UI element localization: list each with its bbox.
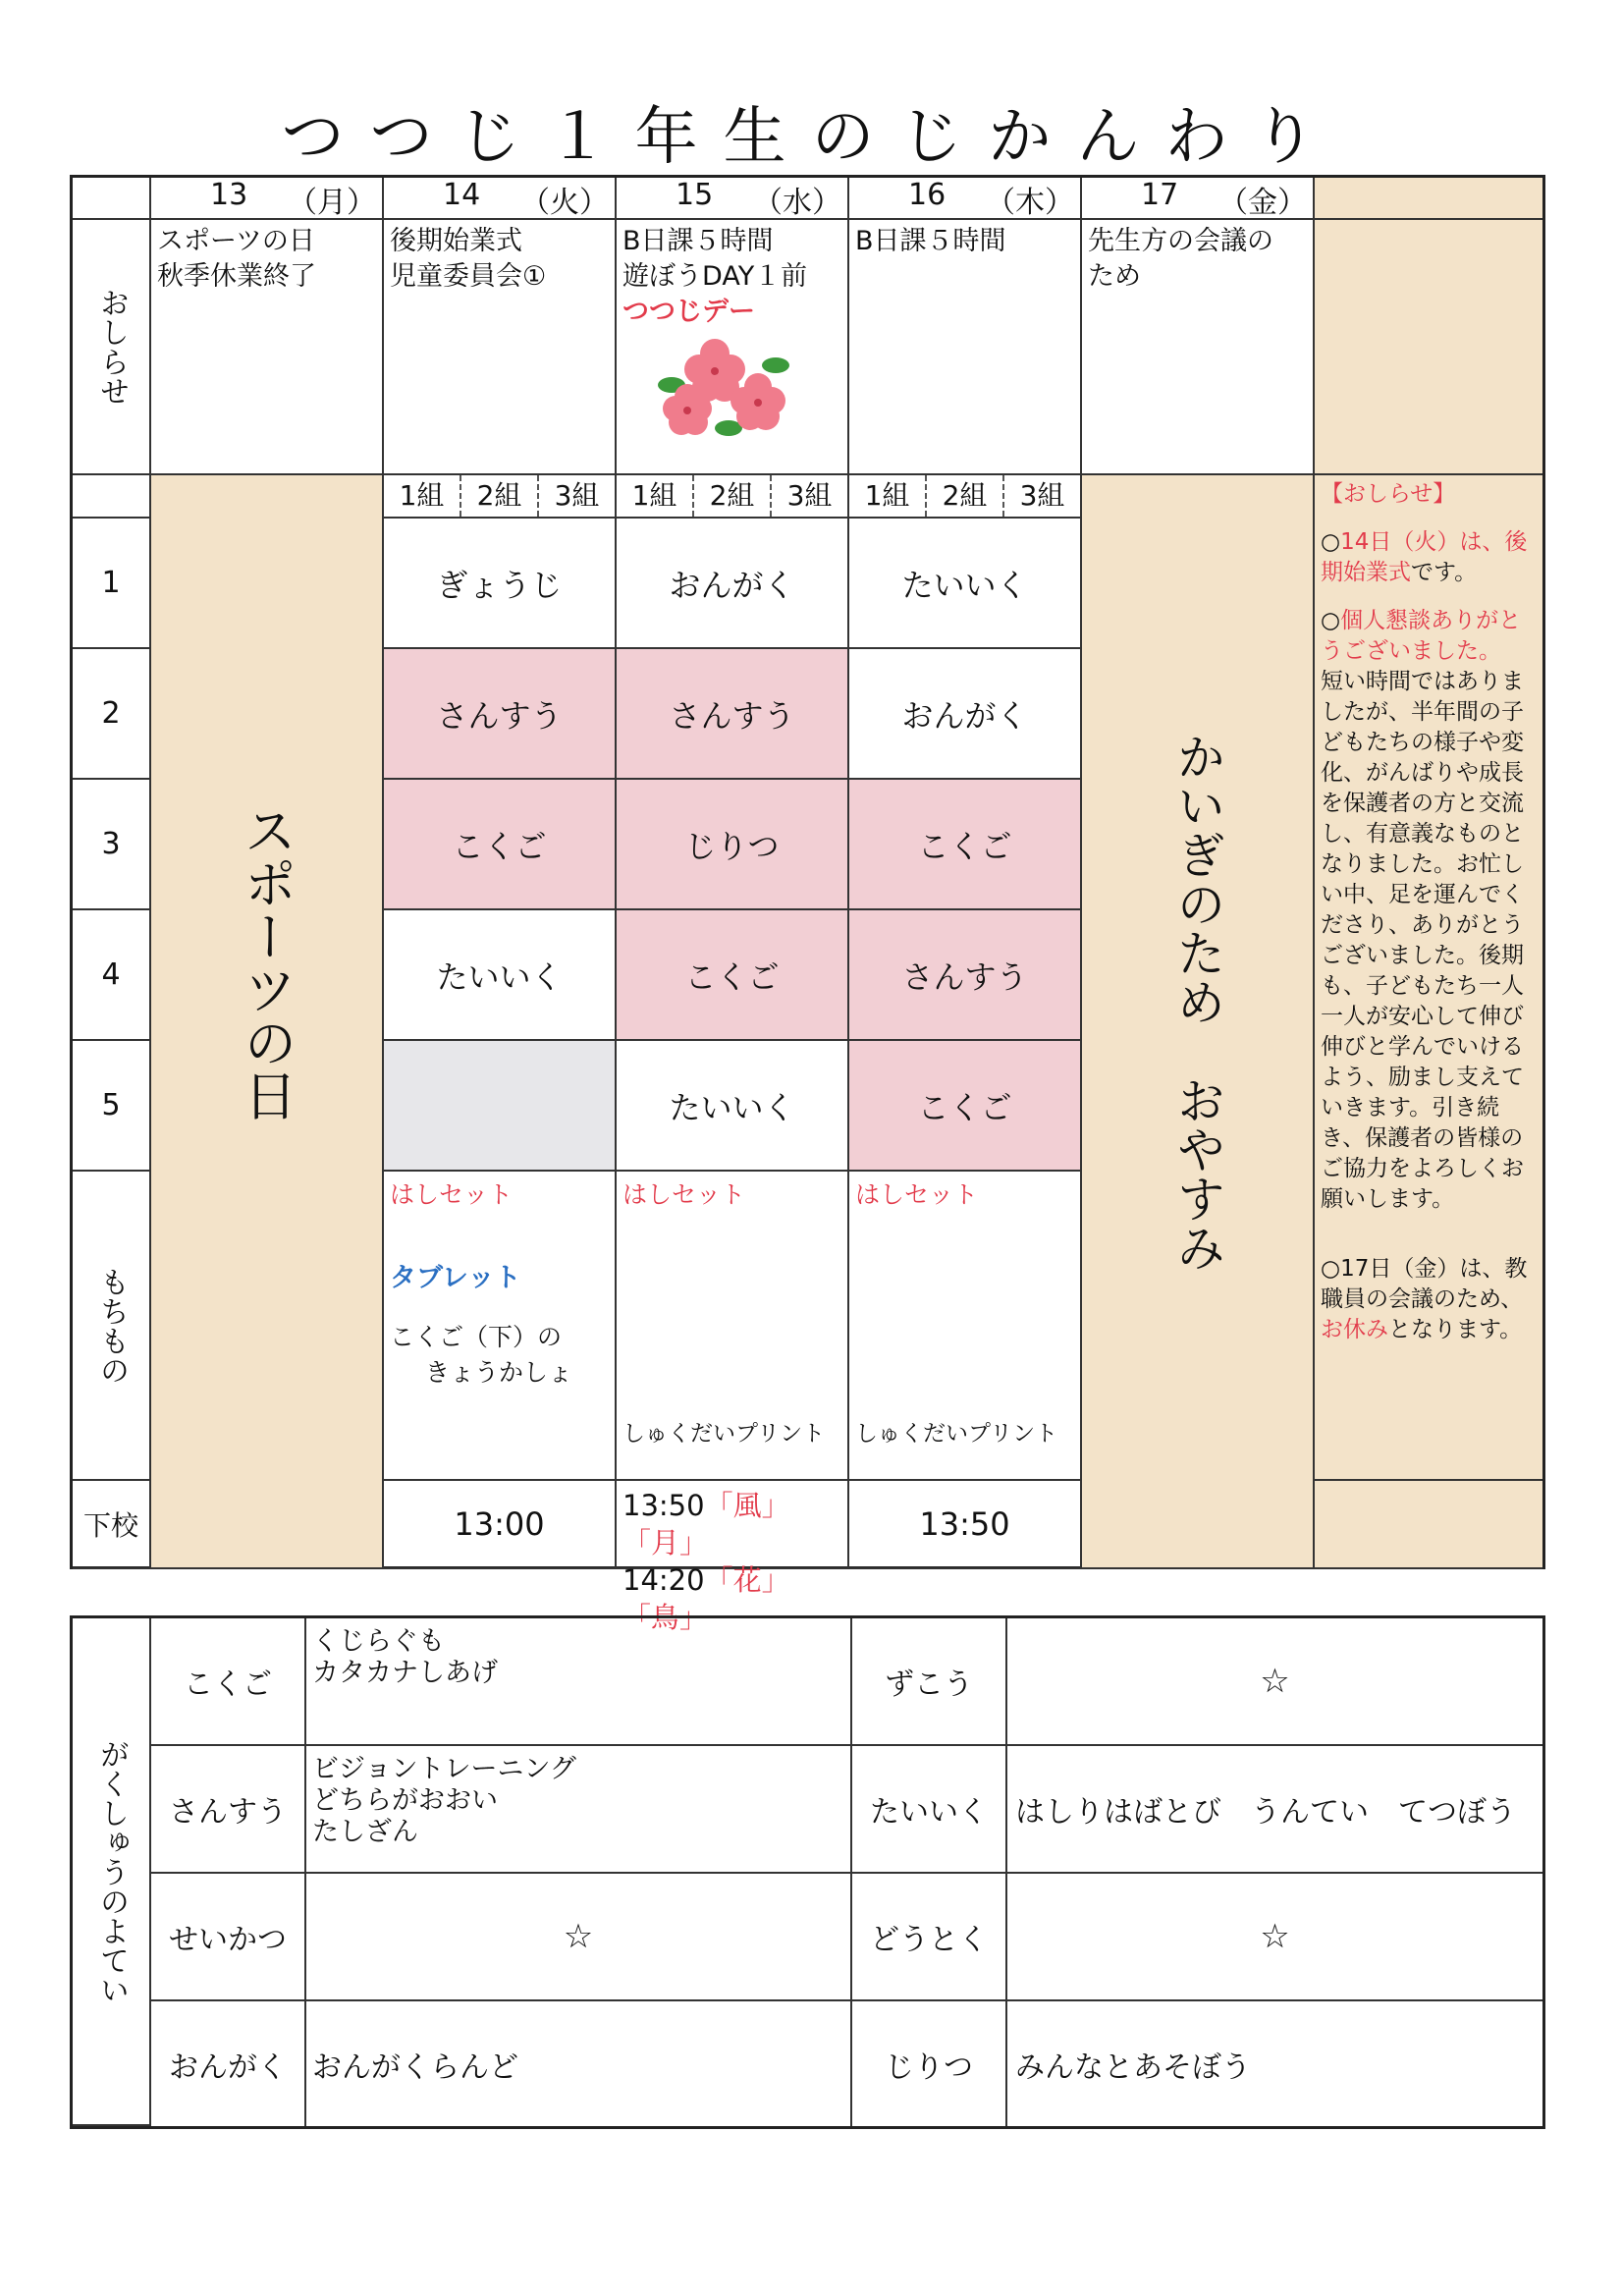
study-subject-left: おんがく <box>151 2001 306 2126</box>
groups-15 <box>617 475 849 519</box>
side-note-1 <box>1321 527 1537 588</box>
period-label-1: 1 <box>73 519 151 649</box>
note-highlight: 個人懇談ありがとうございました。 <box>1321 608 1522 664</box>
dismissal-groups: 「風」「月」 <box>622 1489 790 1559</box>
day-weekday: （木） <box>986 186 1074 220</box>
notice-line: スポーツの日 <box>157 226 315 256</box>
note-text: です。 <box>1411 560 1478 585</box>
day-header-13 <box>151 178 384 220</box>
notice-16 <box>849 220 1082 475</box>
dismissal-16: 13:50 <box>849 1481 1082 1569</box>
azalea-flowers-icon <box>654 326 801 444</box>
notice-line: 遊ぼうDAY１前 <box>622 261 808 292</box>
note-highlight: 14日（火）は、後期始業式 <box>1321 529 1528 585</box>
study-content-left: ☆ <box>306 1874 852 2001</box>
subject-cell: たいいく <box>849 519 1082 649</box>
day-weekday: （水） <box>753 186 841 220</box>
day17-holiday-block <box>1082 475 1315 1569</box>
day-date: 13 <box>210 178 248 212</box>
notice-line: 秋季休業終了 <box>157 261 316 292</box>
item-homework: しゅくだいプリント <box>622 1421 826 1447</box>
day-header-17 <box>1082 178 1315 220</box>
study-subject-right: じりつ <box>852 2001 1007 2126</box>
group-row-corner <box>73 475 151 519</box>
mochimono-14 <box>384 1172 617 1481</box>
dismissal-groups: 「花」「鳥」 <box>622 1563 790 1634</box>
side-note-3 <box>1321 1254 1537 1345</box>
day-date: 17 <box>1141 178 1179 212</box>
notice-15 <box>617 220 849 475</box>
timetable <box>70 175 1545 1634</box>
item-chopsticks: はしセット <box>390 1180 514 1209</box>
subject-cell: さんすう <box>849 910 1082 1041</box>
groups-14 <box>384 475 617 519</box>
day-weekday: （火） <box>520 186 609 220</box>
study-content-right: みんなとあそぼう <box>1015 2050 1251 2085</box>
notice-14 <box>384 220 617 475</box>
page-title: つつじ１年生のじかんわり <box>281 101 1342 174</box>
subject-cell: じりつ <box>617 780 849 910</box>
subject-cell: おんがく <box>617 519 849 649</box>
side-notes <box>1315 475 1542 1481</box>
study-content-right: ☆ <box>1007 1874 1542 2001</box>
day-date: 15 <box>676 178 714 212</box>
period-label-5: 5 <box>73 1041 151 1172</box>
side-notice-blank <box>1315 220 1542 475</box>
notice-line: 後期始業式 <box>390 226 522 256</box>
notice-line: 児童委員会① <box>390 261 547 292</box>
study-content-right: ☆ <box>1007 1618 1542 1746</box>
dismissal-14: 13:00 <box>384 1481 617 1569</box>
subject-cell: こくご <box>617 910 849 1041</box>
day-date: 14 <box>443 178 481 212</box>
notice-line: B日課５時間 <box>855 226 1006 256</box>
study-subject-right: どうとく <box>852 1874 1007 2001</box>
bullet: ○ <box>1321 529 1341 555</box>
item-homework: しゅくだいプリント <box>855 1421 1058 1447</box>
day-header-15 <box>617 178 849 220</box>
period-label-3: 3 <box>73 780 151 910</box>
subject-cell: たいいく <box>617 1041 849 1172</box>
study-plan-table <box>70 1615 1545 2129</box>
group-label: 2組 <box>461 475 539 517</box>
subject-cell: たいいく <box>384 910 617 1041</box>
side-header <box>1315 178 1542 220</box>
day-weekday: （金） <box>1218 186 1307 220</box>
note-text: ○17日（金）は、教職員の会議のため、 <box>1321 1256 1528 1312</box>
study-plan-label: がくしゅうのよてい <box>73 1618 151 2126</box>
study-content-left: くじらぐも カタカナしあげ <box>306 1618 852 1746</box>
group-label: 2組 <box>927 475 1004 517</box>
notice-line: 先生方の会議の <box>1088 226 1273 256</box>
subject-cell: おんがく <box>849 649 1082 780</box>
row-label-oshirase: おしらせ <box>73 220 151 475</box>
group-label: 1組 <box>384 475 461 517</box>
day-date: 16 <box>908 178 947 212</box>
study-subject-left: さんすう <box>151 1746 306 1874</box>
study-subject-left: せいかつ <box>151 1874 306 2001</box>
notice-13 <box>151 220 384 475</box>
study-content-left: ビジョントレーニング どちらがおおい たしざん <box>306 1746 852 1874</box>
group-label: 1組 <box>617 475 694 517</box>
row-label-mochimono: もちもの <box>73 1172 151 1481</box>
sports-day-label: スポーツの日 <box>236 803 298 1121</box>
bullet: ○ <box>1321 608 1341 633</box>
dismissal-time: 14:20 <box>622 1563 705 1597</box>
item-chopsticks: はしセット <box>622 1180 746 1209</box>
group-label: 2組 <box>694 475 772 517</box>
item-textbook-line: こくご（下）の <box>390 1323 563 1351</box>
notice-line: B日課５時間 <box>622 226 774 256</box>
item-textbook-line: きょうかしょ <box>425 1358 573 1387</box>
study-subject-right: たいいく <box>852 1746 1007 1874</box>
group-label: 3組 <box>554 479 600 512</box>
note-text: となります。 <box>1388 1317 1523 1342</box>
study-subject-right: ずこう <box>852 1618 1007 1746</box>
day13-sports-day-block <box>151 475 384 1569</box>
study-content-right: はしりはばとび うんてい てつぼう <box>1007 1746 1542 1874</box>
period-label-4: 4 <box>73 910 151 1041</box>
tsutsuji-day-label: つつじデー <box>622 297 755 327</box>
day-header-14 <box>384 178 617 220</box>
corner-cell <box>73 178 151 220</box>
dismissal-15 <box>617 1481 849 1634</box>
subject-cell: こくご <box>849 780 1082 910</box>
period-label-2: 2 <box>73 649 151 780</box>
subject-cell: さんすう <box>617 649 849 780</box>
note-highlight: お休み <box>1321 1317 1388 1342</box>
notice-17 <box>1082 220 1315 475</box>
day-header-16 <box>849 178 1082 220</box>
groups-16 <box>849 475 1082 519</box>
subject-cell: さんすう <box>384 649 617 780</box>
mochimono-16 <box>849 1172 1082 1481</box>
subject-cell: ぎょうじ <box>384 519 617 649</box>
item-chopsticks: はしセット <box>855 1180 979 1209</box>
dismissal-time: 13:50 <box>622 1489 705 1522</box>
side-notes-heading: 【おしらせ】 <box>1321 481 1456 507</box>
group-label: 3組 <box>786 479 833 512</box>
note-text: 短い時間ではありましたが、半年間の子どもたちの様子や変化、がんばりや成長を保護者の方と交流し、有意義なものとなりました。お忙しい中、足を運んでくださり、ありがとうございました。後期も、子どもたち一人一人が安心して伸び伸びと学んでいけるよう、励まし支えていきます。引き続き、保護者の皆様のご協力をよろしくお願いします。 <box>1321 669 1524 1212</box>
side-note-2 <box>1321 606 1537 1215</box>
group-label: 3組 <box>1019 479 1065 512</box>
study-subject-left: こくご <box>151 1618 306 1746</box>
study-content-left: おんがくらんど <box>306 2001 852 2126</box>
day-weekday: （月） <box>288 186 376 220</box>
subject-cell: こくご <box>849 1041 1082 1172</box>
side-bottom-blank <box>1315 1481 1542 1569</box>
meeting-holiday-label: かいぎのため おやすみ <box>1168 732 1226 1272</box>
subject-cell: こくご <box>384 780 617 910</box>
notice-line: ため <box>1088 261 1141 292</box>
mochimono-15 <box>617 1172 849 1481</box>
subject-cell-empty <box>384 1041 617 1172</box>
group-label: 1組 <box>849 475 927 517</box>
row-label-gekou: 下校 <box>73 1481 151 1569</box>
item-tablet: タブレット <box>390 1263 521 1293</box>
